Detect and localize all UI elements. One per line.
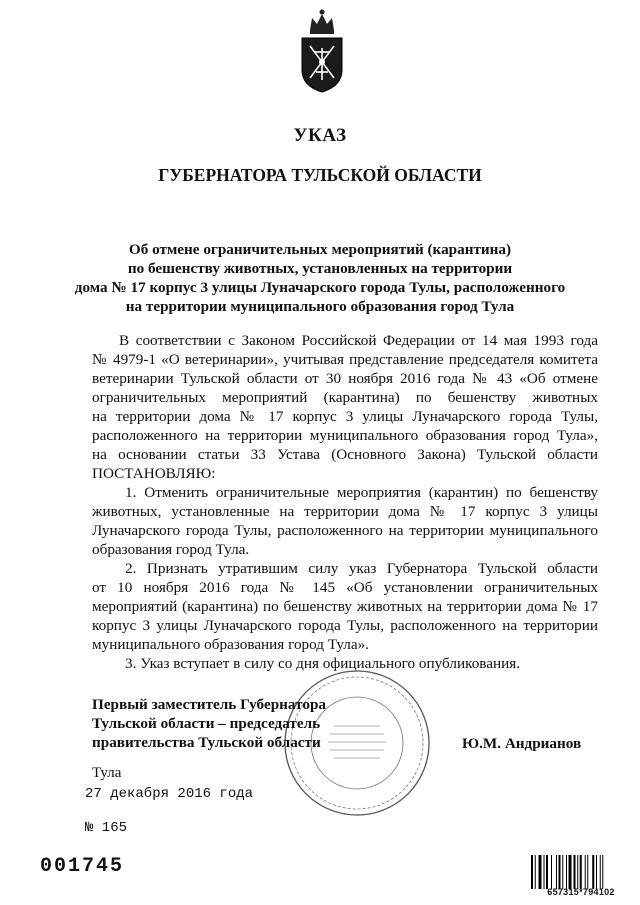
position-line: Тульской области – председатель <box>92 715 321 732</box>
city: Тула <box>92 765 122 781</box>
item-2-line: мероприятий (карантина) по бешенству животных на территории дома № 17 <box>92 598 598 615</box>
decree-date: 27 декабря 2016 года <box>85 786 254 802</box>
item-1-line: образования город Тула. <box>92 541 250 558</box>
preamble-line: на основании статьи 33 Устава (Основного Закона) Тульской области <box>92 446 598 463</box>
barcode-number: 657315*794102 <box>547 887 615 897</box>
subject-line: на территории муниципального образования город Тула <box>125 298 515 315</box>
document-title: УКАЗ <box>293 125 347 146</box>
subject-line: дома № 17 корпус 3 улицы Луначарского города Тулы, расположенного <box>74 279 566 296</box>
document-body <box>92 331 598 673</box>
decree-number: № 165 <box>85 820 128 836</box>
preamble-line: на территории дома № 17 корпус 3 улицы Луначарского города Тулы, <box>92 408 598 425</box>
document-subtitle: ГУБЕРНАТОРА ТУЛЬСКОЙ ОБЛАСТИ <box>158 165 482 185</box>
document-subject <box>60 240 580 316</box>
item-2-line: от 10 ноября 2016 года № 145 «Об установлении ограничительных <box>92 579 598 596</box>
item-2-line: муниципального образования город Тула». <box>92 636 369 653</box>
preamble-line: В соответствии с Законом Российской Федерации от 14 мая 1993 года <box>119 332 598 349</box>
preamble-line: ограничительных мероприятий (карантина) по бешенству животных <box>92 389 598 406</box>
position-line: Первый заместитель Губернатора <box>92 696 326 713</box>
signatory-name: Ю.М. Андрианов <box>462 735 582 752</box>
position-line: правительства Тульской области <box>92 734 321 751</box>
signatory-position <box>92 695 326 752</box>
preamble-line: ПОСТАНОВЛЯЮ: <box>92 465 216 482</box>
barcode-icon <box>530 855 632 889</box>
item-1-line: Луначарского города Тулы, расположенного на территории муниципального <box>92 522 598 539</box>
subject-line: по бешенству животных, установленных на территории <box>127 260 513 277</box>
item-1-line: животных, установленные на территории дома № 17 корпус 3 улицы <box>92 503 598 520</box>
serial-number: 001745 <box>40 855 125 878</box>
coat-of-arms-icon <box>296 8 348 94</box>
item-1-line: 1. Отменить ограничительные мероприятия (карантин) по бешенству <box>125 484 598 501</box>
item-2-line: корпус 3 улицы Луначарского города Тулы, расположенного на территории <box>92 617 598 634</box>
preamble-line: № 4979-1 «О ветеринарии», учитывая представление председателя комитета <box>92 351 598 368</box>
item-2-line: 2. Признать утратившим силу указ Губернатора Тульской области <box>125 560 598 577</box>
item-3-line: 3. Указ вступает в силу со дня официального опубликования. <box>125 655 521 672</box>
subject-line: Об отмене ограничительных мероприятий (карантина) <box>128 241 512 258</box>
preamble-line: ветеринарии Тульской области от 30 ноября 2016 года № 43 «Об отмене <box>92 370 598 387</box>
preamble-line: расположенного на территории муниципального образования город Тула», <box>92 427 598 444</box>
